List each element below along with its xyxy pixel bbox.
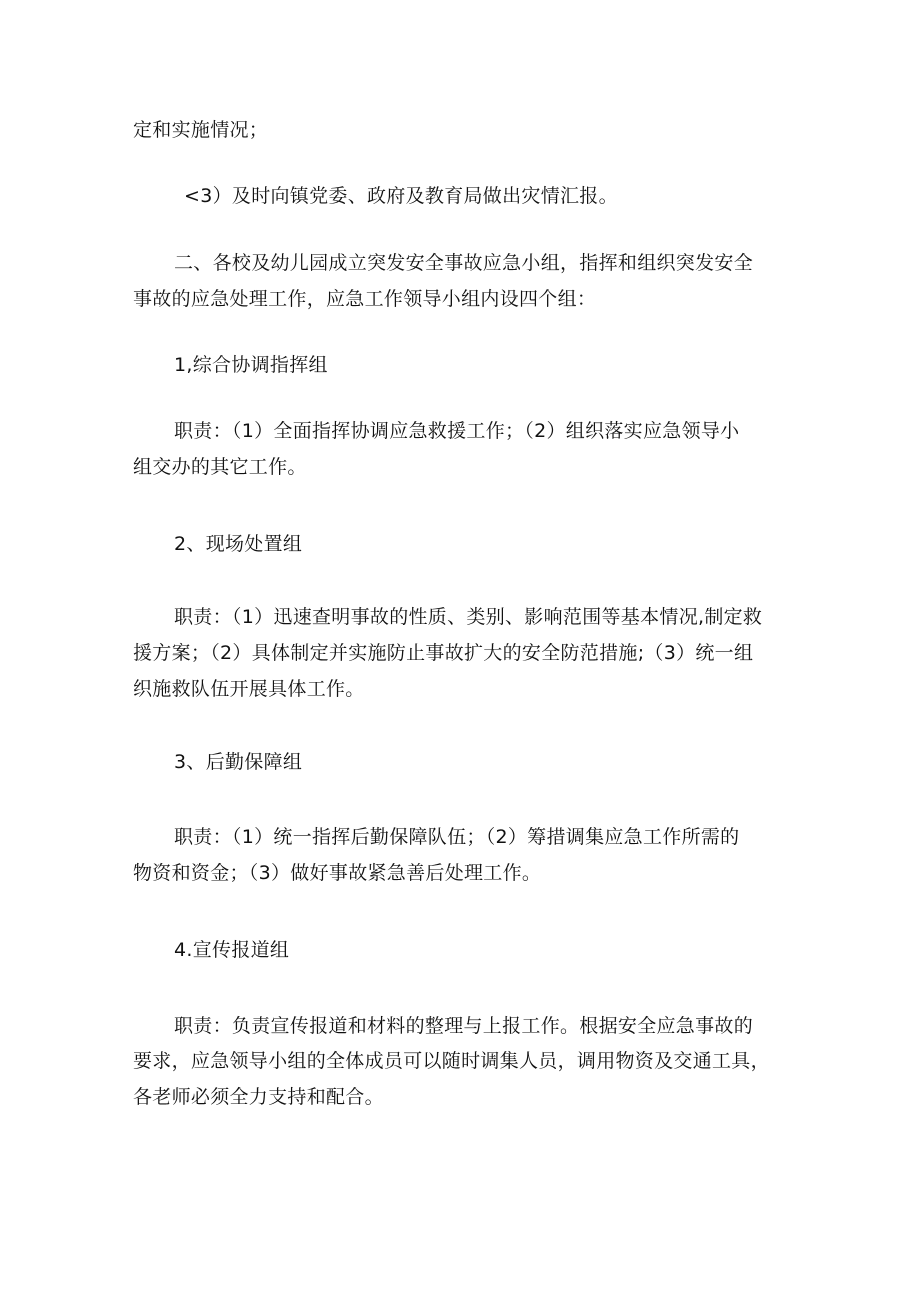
text-line: 组交办的其它工作。 xyxy=(133,456,307,478)
text-line: 各老师必须全力支持和配合。 xyxy=(133,1086,384,1108)
text-line: 织施救队伍开展具体工作。 xyxy=(133,678,365,700)
text-line: 援方案；（2）具体制定并实施防止事故扩大的安全防范措施;（3）统一组 xyxy=(133,642,754,664)
text-line: 职责：（1）统一指挥后勤保障队伍；（2）筹措调集应急工作所需的 xyxy=(174,826,740,848)
text-line: 二、各校及幼儿园成立突发安全事故应急小组，指挥和组织突发安全 xyxy=(174,252,754,274)
section-heading: 1,综合协调指挥组 xyxy=(174,354,328,376)
section-heading: 4.宣传报道组 xyxy=(174,939,290,961)
section-heading: 3、后勤保障组 xyxy=(174,751,303,773)
text-line: 定和实施情况； xyxy=(133,119,269,141)
text-line: 物资和资金；（3）做好事故紧急善后处理工作。 xyxy=(133,862,542,884)
section-heading: 2、现场处置组 xyxy=(174,533,303,555)
text-line: <3）及时向镇党委、政府及教育局做出灾情汇报。 xyxy=(184,185,618,207)
text-line: 事故的应急处理工作，应急工作领导小组内设四个组： xyxy=(133,288,597,310)
text-line: 职责：（1）迅速查明事故的性质、类别、影响范围等基本情况,制定救 xyxy=(174,606,763,628)
text-line: 职责：（1）全面指挥协调应急救援工作；（2）组织落实应急领导小 xyxy=(174,420,740,442)
text-line: 职责：负责宣传报道和材料的整理与上报工作。根据安全应急事故的 xyxy=(174,1015,754,1037)
text-line: 要求，应急领导小组的全体成员可以随时调集人员，调用物资及交通工具， xyxy=(133,1050,770,1072)
